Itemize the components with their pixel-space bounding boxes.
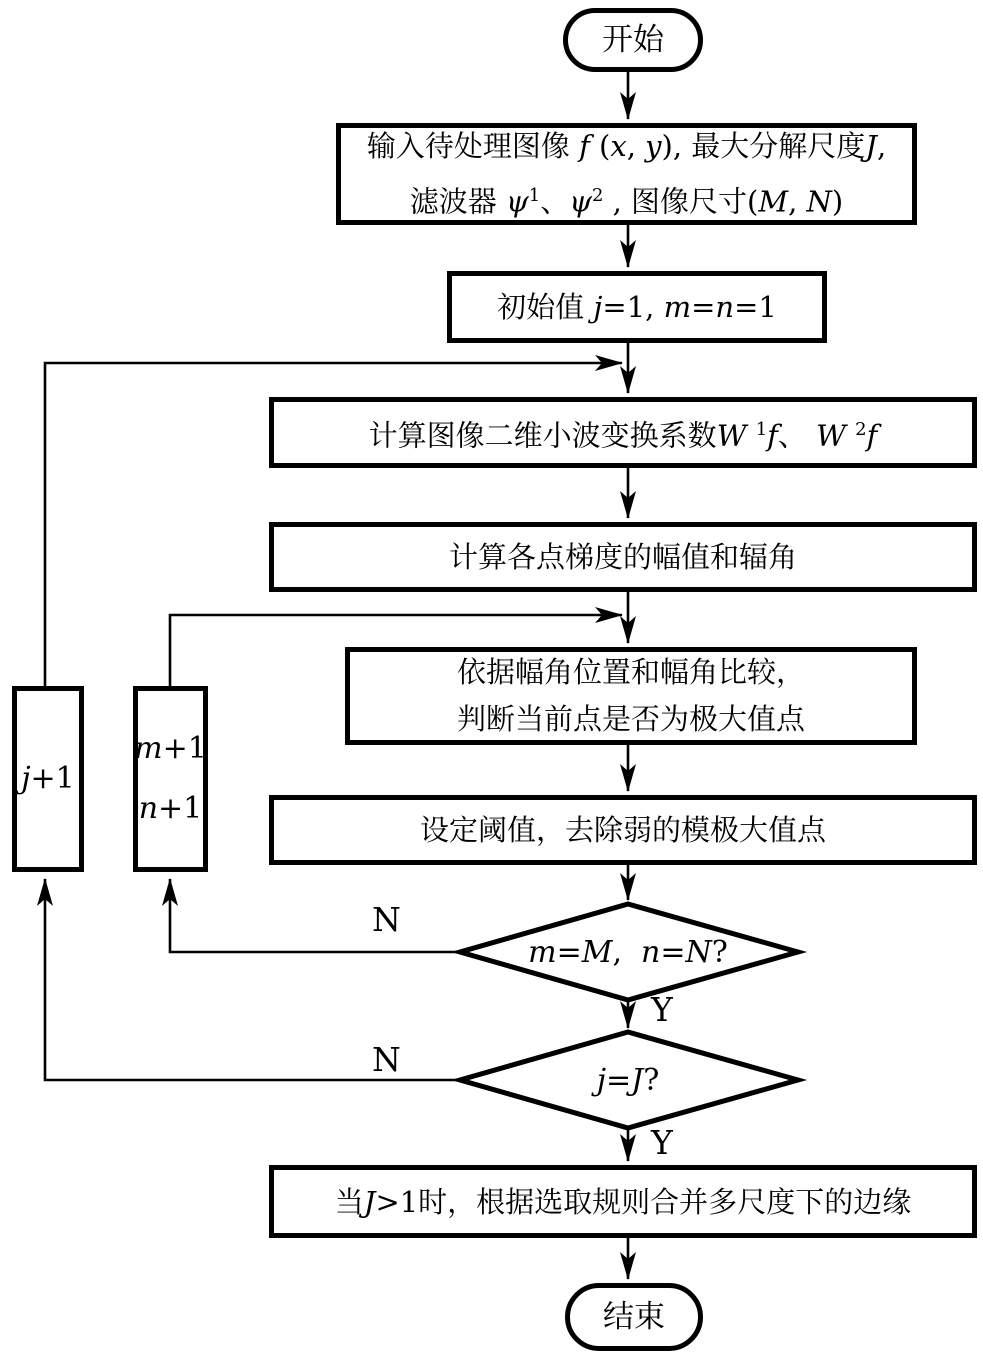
process-input-image	[336, 123, 917, 225]
input-line1: 输入待处理图像 f (x, y), 最大分解尺度J,	[366, 128, 887, 163]
jcheck-yes-label: Y	[651, 1123, 673, 1162]
gradient-label: 计算各点梯度的幅值和辐角	[448, 540, 797, 574]
process-threshold	[269, 795, 977, 865]
process-wavelet-transform	[269, 397, 977, 468]
jcheck-no-label: N	[372, 1040, 401, 1079]
maxima-line1: 依据幅角位置和幅角比较，	[456, 655, 805, 689]
end-terminal	[565, 1283, 703, 1351]
mncheck-no-label: N	[372, 900, 401, 939]
end-label: 结束	[603, 1299, 665, 1335]
init-label: 初始值 j=1, m=n=1	[497, 290, 777, 324]
merge-label: 当J>1时，根据选取规则合并多尺度下的边缘	[334, 1184, 912, 1219]
start-terminal	[563, 8, 703, 72]
mncheck-yes-label: Y	[651, 990, 673, 1029]
process-gradient-magnitude	[269, 522, 977, 592]
maxima-line2: 判断当前点是否为极大值点	[456, 702, 805, 736]
m-increment-label: m+1	[134, 731, 207, 766]
input-line2: 滤波器 $\psi^1$、$\psi^2$ , 图像尺寸(M, N)	[409, 184, 844, 219]
process-judge-maxima	[345, 647, 917, 745]
decision-mn-label: m = M , n = N ?	[528, 934, 728, 970]
n-increment-label: n+1	[138, 791, 203, 826]
threshold-label: 设定阈值，去除弱的模极大值点	[419, 813, 826, 847]
edge-mncheck-no-loop	[170, 879, 460, 952]
j-increment-label: j+1	[21, 761, 75, 796]
process-init-values	[447, 271, 827, 343]
process-merge-edges	[269, 1165, 977, 1238]
wavelet-label: 计算图像二维小波变换系数W $^1$f、 W $^2$f	[368, 418, 878, 453]
decision-j-label: j = J ?	[596, 1062, 660, 1098]
start-label: 开始	[602, 22, 664, 58]
process-j-increment	[12, 686, 84, 872]
process-mn-increment	[133, 686, 208, 872]
